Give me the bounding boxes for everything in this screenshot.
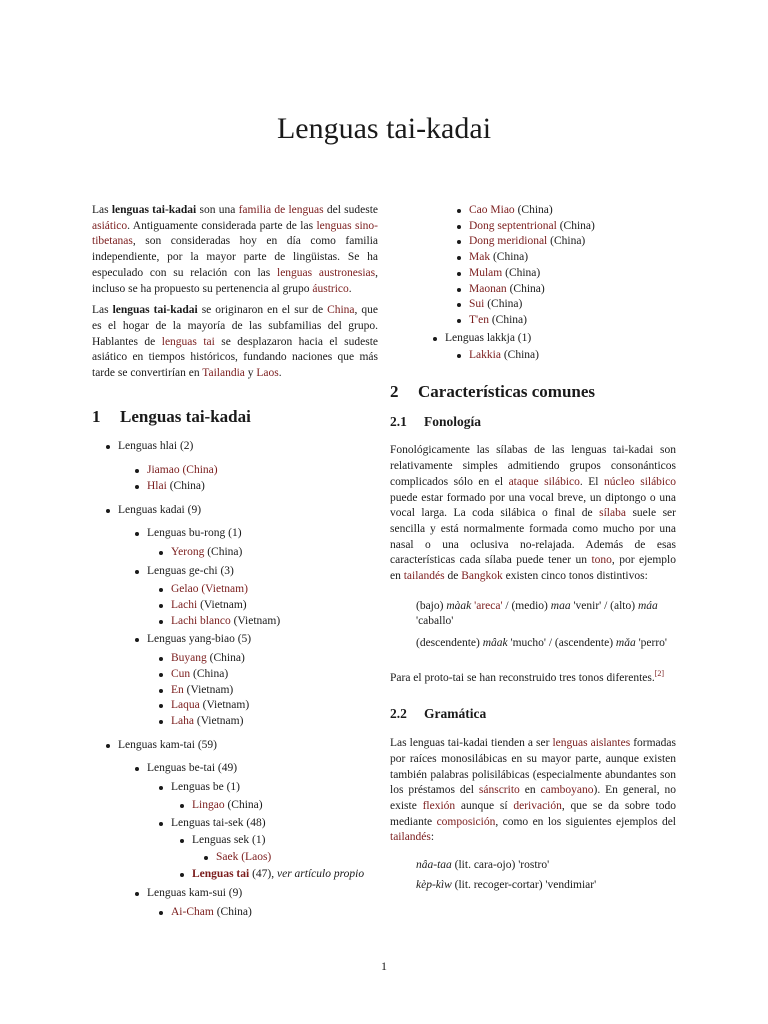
subsection-title: Fonología (424, 413, 482, 429)
tree-item (92, 683, 378, 699)
tree-item (92, 738, 378, 754)
tree-item (92, 833, 378, 849)
wiki-link[interactable]: tailandés (403, 570, 445, 583)
intro-paragraph-2 (92, 303, 378, 382)
text-run: (China) (488, 313, 527, 326)
text-run: (lit. cara-ojo) 'rostro' (451, 859, 550, 872)
text-run: (lit. recoger-cortar) 'vendimiar' (451, 878, 597, 891)
wiki-link[interactable]: Mak (469, 251, 491, 264)
wiki-link[interactable]: Cao Miao (469, 204, 515, 216)
text-run: Lenguas kadai (9) (118, 503, 202, 516)
text-run: de (444, 570, 462, 583)
text-run: (China) (506, 282, 545, 295)
tree-item (92, 598, 378, 614)
tree-item (390, 348, 676, 364)
section-2-heading (390, 384, 676, 400)
wiki-link[interactable]: Laos (256, 367, 279, 380)
tree-item (92, 503, 378, 519)
text-run: ). En general, no existe (390, 784, 676, 812)
text-run: / (medio) (502, 599, 551, 612)
tree-item (92, 886, 378, 902)
italic-text: maa (550, 599, 571, 612)
wiki-link[interactable]: áustrico (312, 282, 349, 295)
wiki-link[interactable]: En (171, 683, 184, 696)
wiki-link[interactable]: Saek (Laos) (216, 850, 272, 863)
italic-text: màak (446, 599, 472, 612)
page-number: 1 (381, 959, 387, 973)
text-run: (China) (206, 652, 245, 665)
text-run: (Vietnam) (183, 683, 234, 696)
text-run: . (278, 367, 282, 380)
bold-term: lenguas tai-kadai (111, 204, 197, 216)
wiki-link[interactable]: Mulam (469, 266, 503, 279)
wiki-link[interactable]: Dong meridional (469, 235, 548, 248)
text-run: (China) (484, 298, 523, 311)
italic-text: mâak (482, 637, 508, 650)
text-run: Lenguas tai-sek (48) (171, 816, 266, 829)
wiki-link[interactable]: Bangkok (461, 570, 503, 583)
section-number: 1 (92, 406, 101, 426)
tree-item (390, 297, 676, 313)
text-run: existen cinco tonos distintivos: (502, 570, 648, 583)
wiki-link[interactable]: sánscrito (478, 784, 520, 797)
text-run: (China) (166, 479, 205, 492)
section-title: Lenguas tai-kadai (120, 406, 251, 426)
text-run: , incluso se ha propuesto su pertenencia al grupo (92, 266, 378, 295)
text-run: (China) (514, 204, 553, 216)
wiki-link[interactable]: familia de lenguas (238, 204, 324, 216)
wiki-link[interactable]: derivación (513, 799, 562, 812)
text-run: Fonológicamente las sílabas de las lenguas tai-kadai son relativamente simples admitiendo grupos consonánticos complicados sólo en el (390, 444, 676, 488)
text-run: : (430, 831, 435, 844)
classification-tree-left (92, 439, 378, 920)
wiki-link[interactable]: sílaba (599, 507, 626, 520)
tree-item (390, 234, 676, 250)
tree-item (92, 850, 378, 866)
text-run: formadas por raíces monosilábicas en su mayor parte, aunque existen también palabras polisilábicas (especialmente abundantes son los préstamos del (390, 737, 676, 797)
tree-item (92, 780, 378, 796)
text-run: (Vietnam) (230, 614, 281, 627)
text-run: Lenguas hlai (2) (118, 440, 194, 453)
tree-item (92, 526, 378, 542)
wiki-link[interactable]: tono (591, 554, 612, 567)
text-run: (China) (213, 906, 252, 919)
text-run: (China) (556, 219, 595, 232)
right-column (390, 203, 676, 899)
wiki-link[interactable]: Lingao (192, 798, 225, 811)
text-run: se originaron en el sur de (197, 304, 328, 317)
phonology-paragraph (390, 443, 676, 584)
intro-paragraph-1 (92, 203, 378, 297)
text-run: Las lenguas tai-kadai tienden a ser (390, 737, 553, 750)
text-run: . (348, 282, 352, 295)
proto-tai-paragraph (390, 666, 676, 687)
wiki-link[interactable]: Buyang (171, 652, 207, 665)
wiki-link[interactable]: Dong septentrional (469, 219, 557, 232)
wiki-link[interactable]: Tailandia (202, 367, 245, 380)
tree-item (390, 266, 676, 282)
text-run: (China) (547, 235, 586, 248)
section-title: Características comunes (418, 382, 596, 402)
tree-item (92, 545, 378, 561)
wiki-link[interactable]: Maonan (469, 282, 507, 295)
wiki-link[interactable]: Laqua (171, 699, 200, 712)
tree-item (390, 219, 676, 235)
text-run: 'caballo' (416, 615, 454, 628)
text-run: (China) (190, 667, 229, 680)
text-run: Lenguas kam-sui (9) (147, 887, 243, 900)
text-run: puede estar formado por una vocal breve, un diptongo o una vocal larga. La coda silábica o final de (390, 491, 676, 520)
italic-text: ver artículo propio (277, 867, 365, 880)
text-run: Lenguas lakkja (1) (445, 331, 532, 344)
tree-item (92, 798, 378, 814)
subsection-title: Gramática (424, 706, 487, 722)
text-run: son una (196, 204, 239, 216)
wiki-link[interactable]: lenguas austronesias (277, 266, 376, 279)
italic-text: máa (637, 599, 658, 612)
text-run: (Vietnam) (193, 714, 244, 727)
wiki-link[interactable]: Yerong (171, 545, 205, 558)
wiki-link[interactable]: Laha (171, 714, 194, 727)
tree-item (92, 632, 378, 648)
tree-item (92, 816, 378, 832)
wiki-link[interactable]: Lachi (171, 599, 198, 612)
tree-item (92, 905, 378, 921)
wiki-link[interactable]: lenguas aislantes (552, 737, 631, 750)
wiki-link[interactable]: asiático (92, 219, 128, 232)
classification-tree-right (390, 203, 676, 364)
tree-item (92, 714, 378, 730)
wiki-link[interactable]: Ai-Cham (171, 906, 214, 919)
text-run: (China) (502, 266, 541, 279)
wiki-link[interactable]: Gelao (Vietnam) (171, 583, 248, 596)
text-run: (China) (204, 545, 243, 558)
text-run: (China) (490, 251, 529, 264)
text-run: (China) (500, 349, 539, 362)
wiki-link[interactable]: [2] (654, 668, 665, 678)
wiki-link[interactable]: camboyano (540, 784, 594, 797)
subsection-2-1-heading (390, 414, 676, 430)
text-run: (47), (249, 867, 277, 880)
tree-item (92, 651, 378, 667)
text-run: 'venir' / (alto) (570, 599, 638, 612)
text-run: del sudeste (323, 204, 378, 216)
compound-example-2 (416, 878, 676, 894)
wiki-link[interactable]: ataque silábico (508, 475, 580, 488)
text-run: Lenguas ge-chi (3) (147, 564, 234, 577)
tree-item (390, 250, 676, 266)
wiki-link[interactable]: China (327, 304, 355, 317)
wiki-link[interactable]: flexión (422, 799, 456, 812)
tree-item (92, 698, 378, 714)
text-run: , que se da sobre todo mediante (390, 799, 676, 828)
section-1-heading (92, 406, 378, 426)
tree-item (92, 564, 378, 580)
subsection-number: 2.1 (390, 413, 407, 429)
subsection-2-2-heading (390, 706, 676, 722)
wiki-link[interactable]: 'areca' (471, 599, 503, 612)
text-run: Lenguas be-tai (49) (147, 762, 238, 775)
text-run: Lenguas be (1) (171, 781, 240, 794)
wiki-link[interactable]: Lachi blanco (171, 614, 231, 627)
text-run: , que es el hogar de la mayoría de las subfamilias del grupo. Hablantes de (92, 304, 378, 348)
subsection-number: 2.2 (390, 706, 407, 722)
wiki-link[interactable]: núcleo silábico (604, 475, 676, 488)
text-run: (bajo) (416, 599, 447, 612)
text-run: (Vietnam) (197, 599, 247, 612)
wiki-link[interactable]: Cun (171, 667, 191, 680)
text-run: (descendente) (416, 637, 483, 650)
tree-item (390, 331, 676, 347)
text-run: Las (92, 304, 113, 317)
text-run: 'mucho' / (ascendente) (507, 637, 616, 650)
text-run: . El (579, 475, 605, 488)
tree-item (92, 667, 378, 683)
wiki-link[interactable]: Lakkia (469, 349, 501, 362)
tree-item (92, 867, 378, 883)
text-run: Lenguas bu-rong (1) (147, 527, 242, 540)
bold-term: lenguas tai-kadai (112, 304, 198, 317)
text-run: suele ser sencilla y está normalmente formada como mucho por una nasal o una oclusiva no-relajada. Además de esas características cada sílaba puede tener un (390, 507, 676, 567)
wiki-link[interactable]: Sui (469, 298, 485, 311)
text-run: se desplazaron hacia el sudeste asiático en tiempos históricos, fundando naciones que más tarde se convertirían en (92, 335, 378, 380)
tree-item (92, 582, 378, 598)
tree-item (390, 282, 676, 298)
italic-text: mǎa (615, 637, 636, 650)
tone-example-1 (416, 599, 676, 630)
text-run: , por ejemplo en (390, 554, 677, 583)
text-run: , son consideradas hoy en día como familia independiente, por la mayor parte de lingüistas. Se ha especulado con su relación con las (92, 235, 378, 279)
text-run: Para el proto-tai se han reconstruido tres tonos diferentes. (390, 671, 655, 684)
tree-item (92, 479, 378, 495)
text-run: Lenguas kam-tai (59) (118, 738, 217, 751)
wiki-link[interactable]: composición (436, 815, 496, 828)
wiki-link[interactable]: tailandés (390, 831, 431, 844)
tree-item (92, 439, 378, 455)
text-run: aunque sí (455, 799, 514, 812)
left-column (92, 203, 378, 921)
page-title: Lenguas tai-kadai (276, 112, 492, 145)
wiki-link[interactable]: Lenguas tai (192, 867, 250, 880)
text-run: y (244, 367, 257, 380)
tree-item (390, 313, 676, 329)
text-run: Las (92, 204, 112, 216)
text-run: . Antiguamente considerada parte de las (127, 219, 317, 232)
text-run: (Vietnam) (199, 699, 250, 712)
text-run: 'perro' (635, 637, 668, 650)
tree-item (92, 463, 378, 479)
wiki-link[interactable]: lenguas tai (161, 335, 215, 348)
tree-item (92, 761, 378, 777)
text-run: Lenguas sek (1) (192, 834, 266, 847)
wiki-link[interactable]: lenguas sino-tibetanas (92, 219, 378, 248)
text-run: , como en los siguientes ejemplos del (495, 815, 677, 828)
tree-item (92, 614, 378, 630)
wiki-link[interactable]: Hlai (147, 479, 167, 492)
grammar-paragraph (390, 736, 676, 846)
tree-item (390, 203, 676, 219)
text-run: en (519, 784, 541, 797)
wiki-link[interactable]: T'en (469, 313, 489, 326)
tone-example-2 (416, 636, 676, 652)
compound-example-1 (416, 858, 676, 874)
italic-text: nâa-taa (416, 859, 452, 872)
text-run: (China) (224, 798, 263, 811)
italic-text: kèp-kìw (416, 878, 452, 891)
wiki-link[interactable]: Jiamao (China) (147, 464, 218, 477)
section-number: 2 (390, 382, 399, 402)
text-run: Lenguas yang-biao (5) (147, 633, 252, 646)
